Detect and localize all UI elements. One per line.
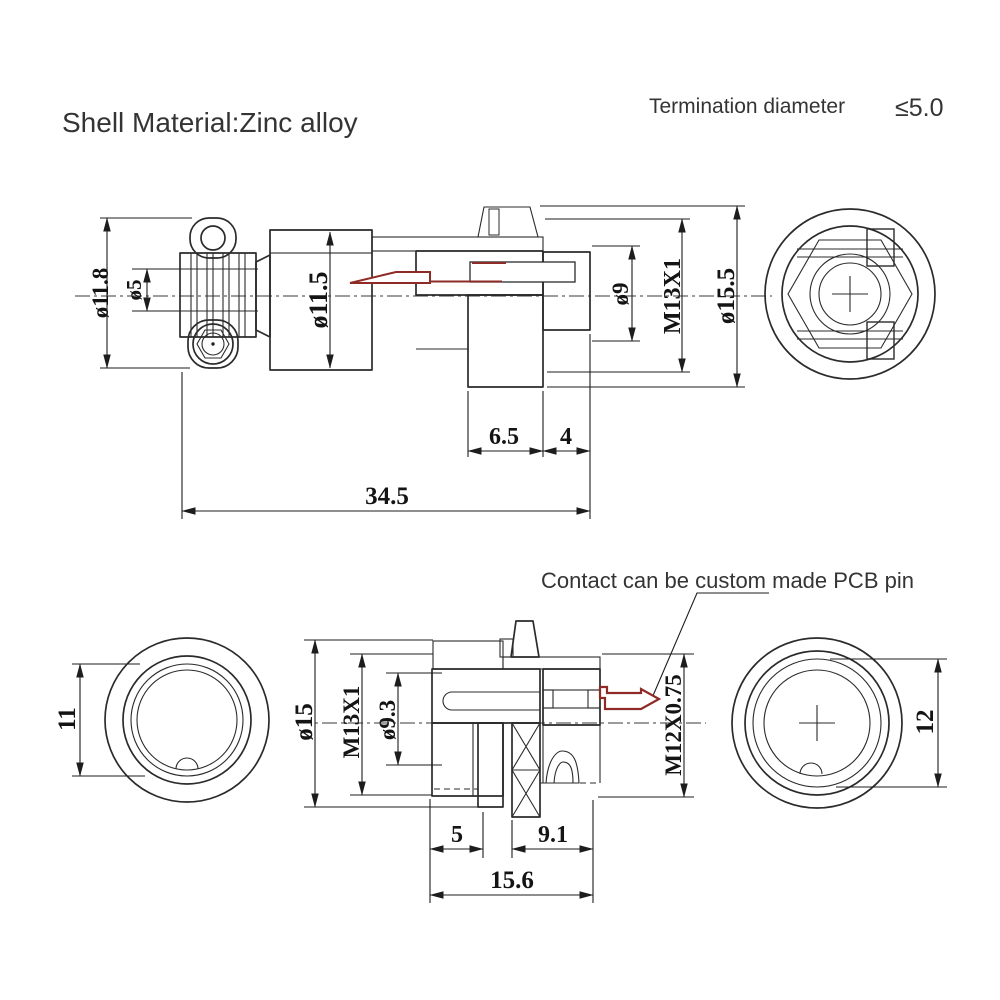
dim-socket-flange-od: ø15 <box>291 703 318 741</box>
dim-socket-rear-inner: 12 <box>912 709 939 735</box>
socket-pcb-pin <box>600 687 659 709</box>
termination-diameter-value: ≤5.0 <box>895 94 944 122</box>
dim-socket-thread: M13X1 <box>339 685 364 759</box>
dim-thread: M13X1 <box>660 258 686 334</box>
socket-rear-center-cross <box>799 705 835 741</box>
shell-material-label: Shell Material:Zinc alloy <box>62 107 358 138</box>
socket-hex-nut <box>512 723 540 817</box>
socket-front-view <box>54 638 269 802</box>
socket-lower-half <box>432 723 600 817</box>
plug-cable-clamp <box>180 218 258 368</box>
dim-socket-rear-thread: M12X0.75 <box>661 674 686 776</box>
termination-diameter-label: Termination diameter <box>649 95 846 118</box>
dim-socket-front-len: 5 <box>451 822 463 848</box>
socket-rear-knurl <box>543 669 600 725</box>
dim-cable-hole: ø5 <box>122 279 146 301</box>
plug-contact-bore <box>470 262 575 282</box>
plug-section-view <box>75 206 772 519</box>
dim-stem-len: 4 <box>560 424 572 450</box>
plug-rear-center-cross <box>832 276 868 312</box>
socket-flange <box>433 621 600 669</box>
socket-key-tab <box>511 621 539 657</box>
dim-clamp-od: ø11.8 <box>88 267 113 319</box>
socket-rear-keyway <box>800 763 822 774</box>
socket-front-barrel <box>432 669 540 723</box>
plug-rear-view <box>765 209 935 379</box>
socket-front-keyway <box>176 758 198 769</box>
dim-socket-front-inner: 11 <box>54 707 81 731</box>
socket-dimensions <box>291 640 694 903</box>
dim-socket-bore: ø9.3 <box>375 699 400 741</box>
dim-body-od: ø11.5 <box>304 271 333 329</box>
clamp-top-lug-hole <box>201 226 225 250</box>
dim-socket-rear-len: 9.1 <box>538 822 568 848</box>
dim-total-len: 34.5 <box>365 483 409 510</box>
plug-key-bump <box>478 207 538 237</box>
socket-section-view <box>291 621 706 903</box>
dim-bore: ø9 <box>608 282 633 306</box>
dim-nut-len: 6.5 <box>489 424 519 450</box>
dim-socket-total-len: 15.6 <box>490 867 534 894</box>
dim-nut-od: ø15.5 <box>713 267 740 325</box>
socket-spring-washer <box>546 751 579 783</box>
socket-rear-view <box>732 638 947 808</box>
contact-note-label: Contact can be custom made PCB pin <box>541 568 914 593</box>
